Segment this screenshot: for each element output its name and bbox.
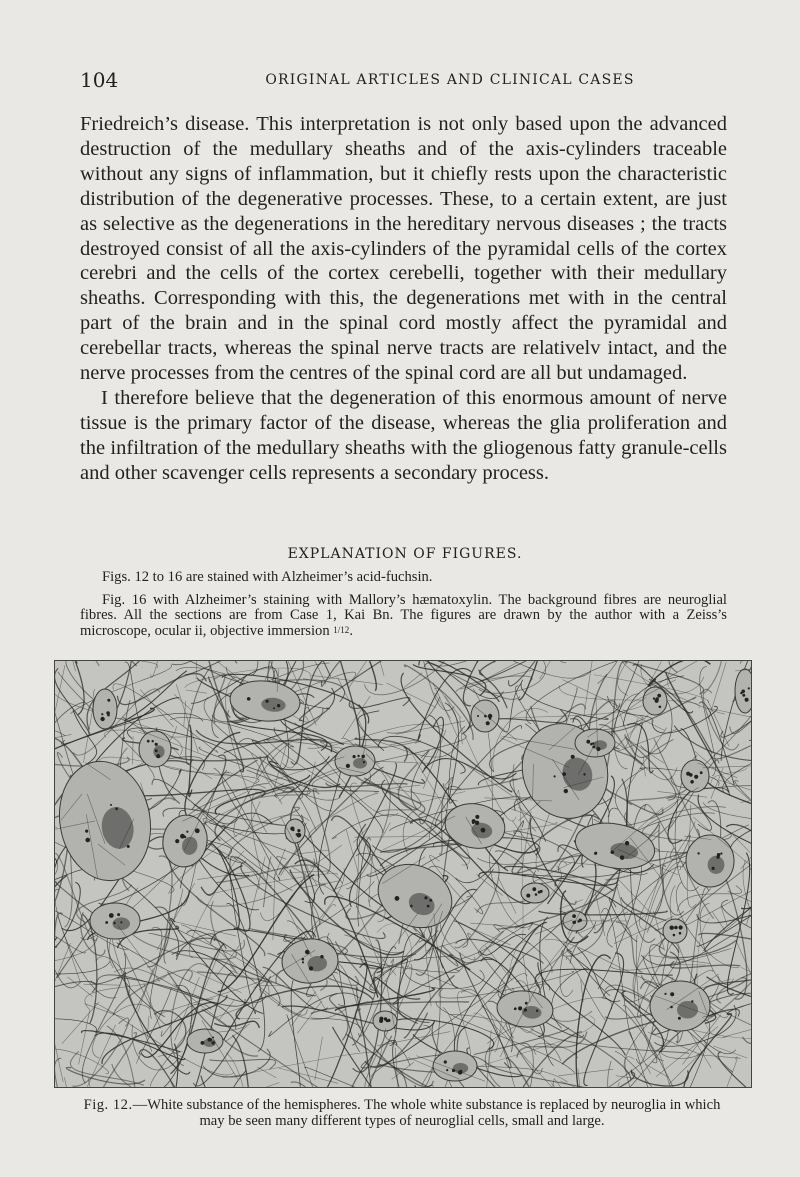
neuroglial-fibre	[68, 977, 93, 997]
paragraph-2: I therefore believe that the degeneration of this enormous amount of nerve tissue is the primary factor of the disease, whereas the glia proliferation and the infiltration of the medullary sheaths with the gliogenous fatty granule-cells and other scavenger cells represents a secondary process.	[80, 386, 727, 484]
explanation-note-2-text: Fig. 16 with Alzheimer’s staining with Mallory’s hæmatoxylin. The background fibres are neuroglial fibres. All the sections are from Case 1, Kai Bn. The figures are drawn by the author with a Zeiss’s microscope, ocular ii, objective immersion	[80, 592, 727, 640]
glial-cell	[433, 1051, 477, 1081]
glial-cell	[93, 689, 117, 729]
body-text	[80, 112, 727, 486]
neuroglial-fibre	[185, 661, 317, 675]
neuroglial-fibre	[423, 730, 446, 789]
neuroglial-fibre	[64, 1077, 73, 1087]
neuroglial-fibre	[222, 773, 288, 868]
neuroglial-fibre	[84, 984, 121, 985]
neuroglial-fibre	[273, 874, 275, 941]
neuroglial-fibre	[711, 768, 723, 799]
neuroglial-fibre	[311, 845, 342, 868]
glial-cell	[650, 981, 710, 1031]
neuroglial-fibre	[174, 694, 192, 710]
neuroglial-fibre	[140, 689, 173, 727]
neuroglial-fibre	[332, 815, 412, 839]
neuroglial-fibre	[196, 661, 197, 679]
neuroglial-fibre	[393, 1040, 411, 1087]
neuroglial-fibre	[722, 1027, 751, 1038]
neuroglial-fibre	[226, 1053, 257, 1087]
neuroglial-fibre	[440, 869, 493, 968]
neuroglial-fibre	[697, 1057, 737, 1087]
neuroglial-fibre	[742, 661, 751, 662]
neuroglial-fibre	[159, 760, 259, 783]
neuroglial-fibre	[578, 1069, 584, 1088]
figure-caption	[78, 1097, 726, 1129]
neuroglial-fibre	[251, 1083, 280, 1088]
neuroglial-fibre	[308, 724, 444, 748]
explanation-heading: EXPLANATION OF FIGURES.	[287, 546, 523, 562]
neuroglial-fibre	[643, 756, 645, 776]
neuroglial-fibre	[388, 785, 421, 789]
neuroglial-fibre	[55, 933, 80, 988]
fraction-one-twelfth: 1/12	[333, 625, 350, 636]
explanation-note-1: Figs. 12 to 16 are stained with Alzheimer’s acid-fuchsin.	[102, 569, 433, 585]
neuroglial-fibre	[485, 1061, 613, 1087]
paragraph-1: Friedreich’s disease. This interpretation is not only based upon the advanced destruction of the medullary sheaths and of the axis-cylinders traceable without any signs of inflammation, but it chiefly rests upon the characteristic distribution of the degenerative processes. These, to a certain extent, are just as selective as the degenerations in the hereditary nervous diseases ; the tracts destroyed consist of all the axis-cylinders of the pyramidal cells of the cortex cerebri and the cells of the cortex cerebelli, together with their medullary sheaths. Corresponding with this, the degenerations met with in the central part of the brain and in the spinal cord mostly affect the pyramidal and cerebellar tracts, whereas the spinal nerve tracts are relativelv intact, and the nerve processes from the centres of the spinal cord are all but undamaged.	[80, 113, 727, 385]
neuroglial-fibre	[442, 931, 504, 963]
neuroglial-fibre	[349, 697, 410, 708]
neuroglial-fibre	[358, 711, 384, 751]
glial-cell	[681, 760, 709, 792]
neuroglial-fibre	[335, 1001, 369, 1010]
neuroglial-fibre	[498, 878, 516, 914]
neuroglial-fibre	[55, 938, 57, 1012]
neuroglial-fibre	[55, 1028, 63, 1082]
neuroglial-fibre	[413, 664, 486, 696]
neuroglial-fibre	[733, 835, 750, 852]
glial-cell	[471, 700, 499, 732]
neuroglial-fibre	[189, 851, 244, 958]
neuroglial-fibre	[377, 1032, 450, 1046]
neuroglial-fibre	[55, 1049, 109, 1074]
running-head: ORIGINAL ARTICLES AND CLINICAL CASES	[265, 72, 635, 88]
glial-cell	[187, 1029, 223, 1053]
glial-cell	[90, 903, 140, 939]
neuroglial-fibre	[125, 662, 164, 738]
neuroglial-fibre	[214, 675, 225, 723]
neuroglial-fibre	[62, 1002, 99, 1044]
neuroglial-fibre	[560, 926, 576, 997]
neuroglial-fibre	[697, 891, 751, 923]
neuroglial-fibre	[176, 684, 198, 752]
neuroglial-fibre	[127, 915, 236, 959]
neuroglial-fibre	[55, 1058, 64, 1087]
glial-cell	[335, 746, 375, 776]
neuroglial-fibre	[595, 1061, 612, 1087]
neuroglial-fibre	[122, 661, 158, 668]
figure-caption-text: —White substance of the hemispheres. The whole white substance is replaced by neuroglia in which may be seen many different types of neuroglial cells, small and large.	[132, 1097, 721, 1129]
neuroglial-fibre	[406, 966, 480, 997]
neuroglial-fibre	[338, 678, 367, 736]
neuroglial-fibre	[704, 661, 731, 694]
neuroglial-fibre	[333, 1027, 393, 1087]
neuroglial-fibre	[355, 837, 429, 838]
neuroglial-fibre	[563, 661, 703, 694]
neuroglial-fibre	[264, 857, 272, 907]
neuroglial-fibre	[464, 763, 514, 797]
neuroglial-fibre	[327, 661, 377, 691]
glial-cell	[575, 729, 615, 757]
neuroglial-fibre	[211, 841, 224, 857]
glial-cell	[686, 835, 734, 887]
neuroglia-micrograph	[55, 661, 751, 1087]
neuroglial-fibre	[55, 817, 57, 827]
neuroglial-fibre	[456, 939, 543, 963]
neuroglial-fibre	[621, 897, 666, 921]
neuroglial-fibre	[485, 1030, 491, 1087]
neuroglial-fibre	[388, 1019, 494, 1050]
neuroglial-fibre	[615, 768, 645, 829]
figure-label: Fig. 12.	[83, 1097, 133, 1113]
neuroglial-fibre	[626, 739, 673, 758]
neuroglial-fibre	[474, 1028, 568, 1055]
neuroglial-fibre	[269, 993, 360, 1036]
neuroglial-fibre	[485, 946, 512, 980]
neuroglial-fibre	[77, 661, 100, 666]
neuroglial-fibre	[229, 661, 268, 663]
neuroglial-fibre	[218, 1000, 234, 1021]
neuroglial-fibre	[576, 955, 610, 1087]
neuroglial-fibre	[250, 857, 265, 918]
neuroglial-fibre	[273, 849, 285, 880]
neuroglial-fibre	[403, 809, 418, 853]
neuroglial-fibre	[396, 721, 465, 734]
neuroglial-fibre	[375, 822, 390, 850]
neuroglial-fibre	[55, 913, 63, 1022]
neuroglial-fibre	[562, 680, 620, 707]
neuroglial-fibre	[298, 850, 329, 854]
neuroglial-fibre	[594, 798, 678, 825]
neuroglial-fibre	[315, 1037, 323, 1080]
explanation-note-2-end: .	[349, 623, 353, 640]
neuroglial-fibre	[346, 830, 359, 877]
neuroglial-fibre	[742, 982, 751, 1043]
neuroglial-fibre	[186, 690, 207, 693]
page-number: 104	[80, 68, 119, 92]
neuroglial-fibre	[325, 963, 367, 1087]
glial-cell	[735, 669, 751, 713]
neuroglial-fibre	[118, 674, 207, 705]
glial-cell	[55, 754, 160, 888]
neuroglial-fibre	[202, 1009, 334, 1087]
neuroglial-fibre	[107, 930, 165, 1017]
glial-cell	[521, 883, 549, 903]
neuroglial-fibre	[133, 737, 134, 765]
micrograph-figure	[54, 660, 752, 1088]
neuroglial-fibre	[428, 1085, 537, 1087]
glial-cell	[663, 919, 687, 943]
page-header	[80, 68, 730, 94]
neuroglial-fibre	[617, 878, 654, 917]
neuroglial-fibre	[642, 807, 726, 833]
explanation-note-2	[80, 593, 727, 640]
glial-cell	[643, 687, 667, 715]
neuroglial-fibre	[260, 756, 301, 792]
